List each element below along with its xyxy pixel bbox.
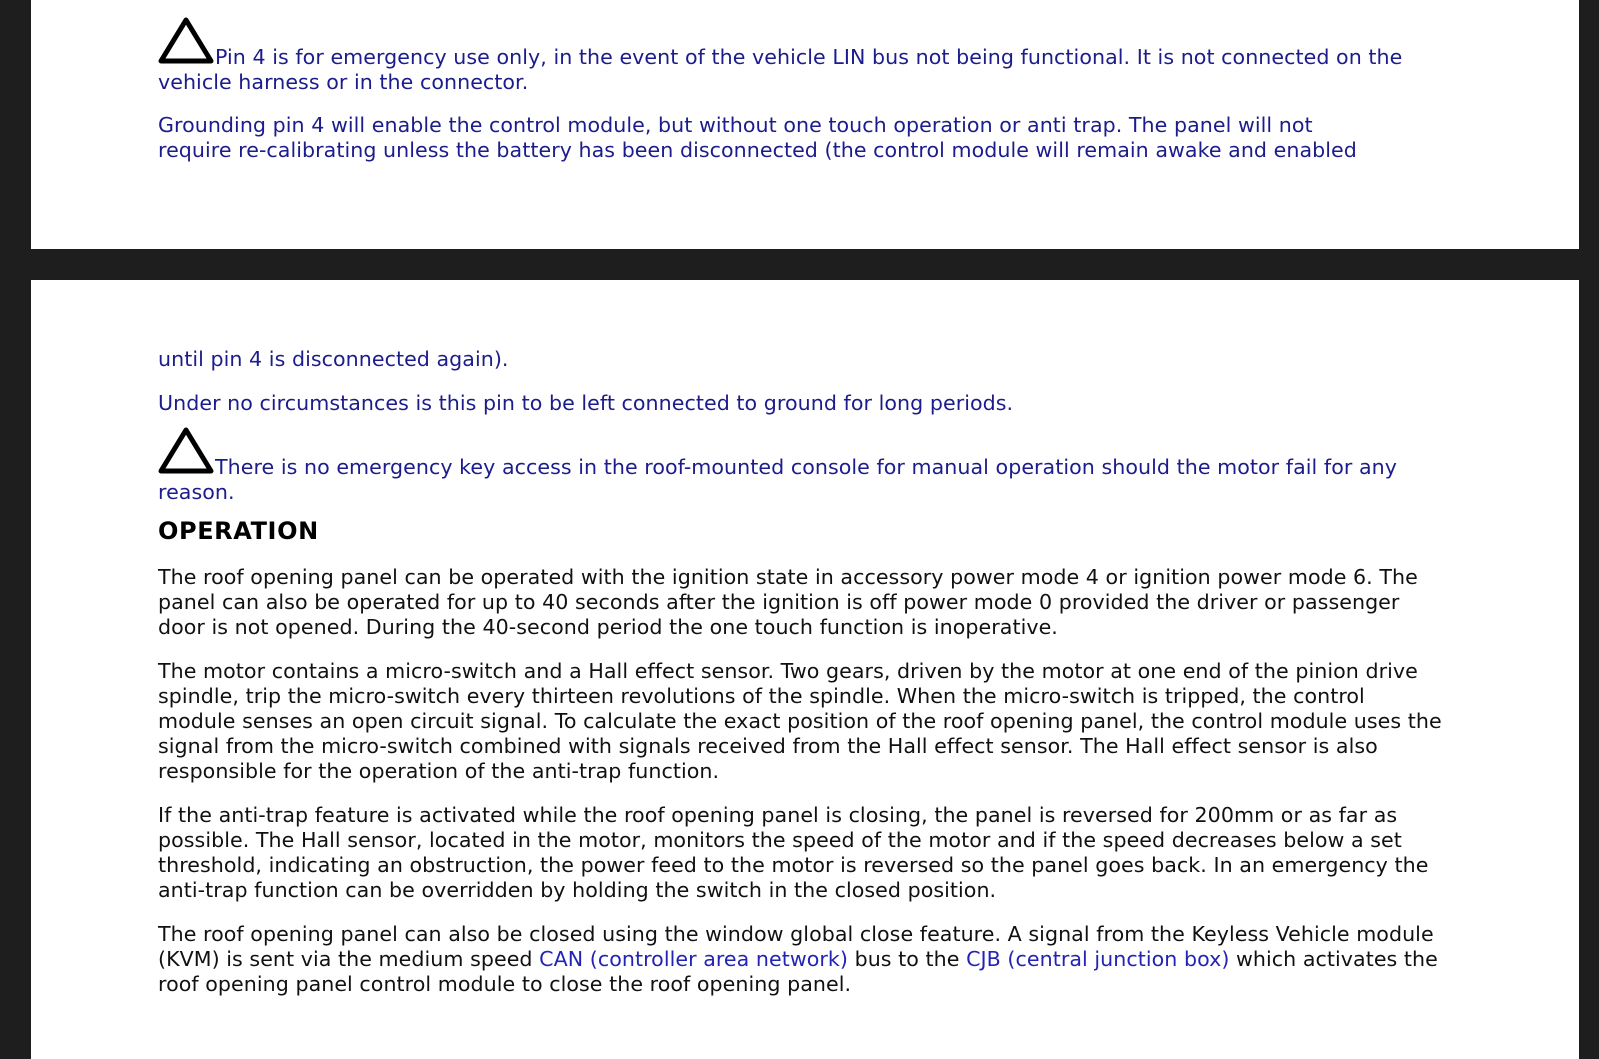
page-bottom-content bbox=[158, 347, 1443, 1016]
operation-paragraph-3: If the anti-trap feature is activated while the roof opening panel is closing, the panel is reversed for 200mm or as far as possible. The Hall sensor, located in the motor, monitors the speed of the motor and if the speed decreases below a set threshold, indicating an obstruction, the power feed to the motor is reversed so the panel goes back. In an emergency the anti-trap function can be overridden by holding the switch in the closed position. bbox=[158, 803, 1429, 902]
operation-paragraph-4-text-1: The roof opening panel can also be closed using the window global close feature. A signal from the Keyless Vehicle module (KVM) is sent via the medium speed bbox=[158, 922, 1434, 971]
grounding-paragraph bbox=[158, 113, 1443, 163]
grounding-paragraph-line2: require re-calibrating unless the battery has been disconnected (the control module will remain awake and enabled bbox=[158, 138, 1357, 162]
ground-warning-paragraph: Under no circumstances is this pin to be left connected to ground for long periods. bbox=[158, 391, 1014, 415]
operation-paragraph-4-text-3: which activates the roof opening panel control module to close the roof opening panel. bbox=[158, 947, 1438, 996]
operation-paragraph-1: The roof opening panel can be operated with the ignition state in accessory power mode 4 or ignition power mode 6. The panel can also be operated for up to 40 seconds after the ignition is off power mode 0 provided the driver or passenger door is not opened. During the 40-second period the one touch function is inoperative. bbox=[158, 565, 1418, 639]
warning-note-emergency-key-text: There is no emergency key access in the roof-mounted console for manual operation should the motor fail for any reason. bbox=[158, 455, 1397, 504]
warning-note-pin4-text: Pin 4 is for emergency use only, in the event of the vehicle LIN bus not being functional. It is not connected on the vehicle harness or in the connector. bbox=[158, 45, 1403, 94]
document-page-top bbox=[31, 0, 1579, 249]
cjb-link[interactable]: CJB (central junction box) bbox=[966, 947, 1230, 971]
operation-paragraph-4 bbox=[158, 922, 1443, 997]
grounding-paragraph-line1: Grounding pin 4 will enable the control module, but without one touch operation or anti trap. The panel will not bbox=[158, 113, 1313, 137]
warning-note-emergency-key bbox=[158, 426, 1443, 505]
operation-paragraph-2: The motor contains a micro-switch and a Hall effect sensor. Two gears, driven by the motor at one end of the pinion drive spindle, trip the micro-switch every thirteen revolutions of the spindle. When the micro-switch is tripped, the control module senses an open circuit signal. To calculate the exact position of the roof opening panel, the control module uses the signal from the micro-switch combined with signals received from the Hall effect sensor. The Hall effect sensor is also responsible for the operation of the anti-trap function. bbox=[158, 659, 1442, 783]
operation-paragraph-4-text-2: bus to the bbox=[847, 947, 967, 971]
document-page-bottom bbox=[31, 280, 1579, 1059]
can-link[interactable]: CAN (controller area network) bbox=[539, 947, 848, 971]
section-heading-operation: OPERATION bbox=[158, 517, 319, 545]
warning-triangle-icon bbox=[157, 16, 215, 68]
warning-note-pin4 bbox=[158, 16, 1443, 95]
grounding-paragraph-continued: until pin 4 is disconnected again). bbox=[158, 347, 509, 371]
page-top-content bbox=[158, 16, 1443, 163]
warning-triangle-icon bbox=[157, 426, 215, 478]
